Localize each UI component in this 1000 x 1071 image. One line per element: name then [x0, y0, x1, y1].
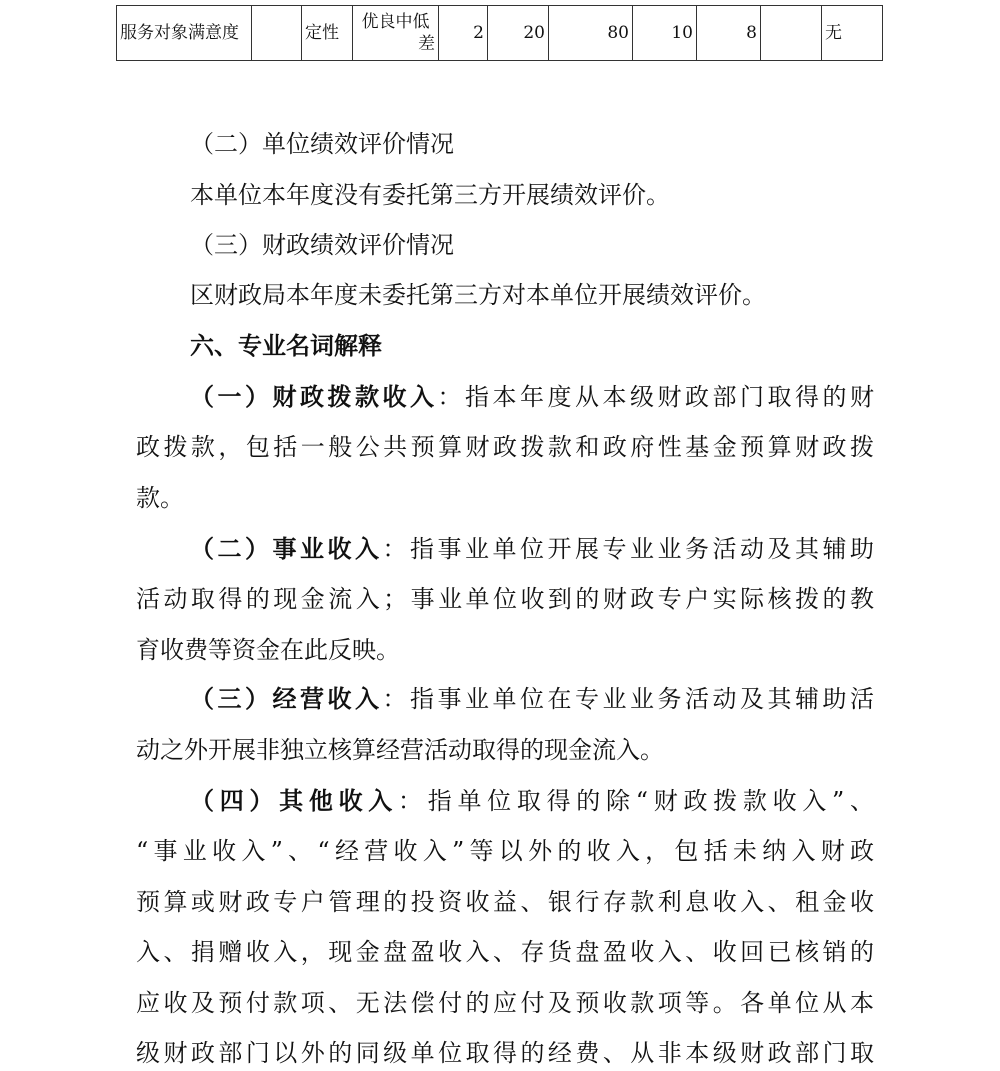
indicator-cell: 服务对象满意度 — [117, 6, 252, 61]
note-cell: 无 — [822, 6, 883, 61]
type-cell: 定性 — [302, 6, 353, 61]
term-4-colon: ： — [398, 787, 428, 815]
value-cell-4: 10 — [633, 6, 697, 61]
section-3-heading: （三）财政绩效评价情况 — [190, 231, 454, 259]
term-2-line-3: 育收费等资金在此反映。 — [136, 636, 400, 664]
term-1-colon: ： — [437, 383, 465, 411]
table-row — [117, 6, 883, 61]
blank-cell — [252, 6, 302, 61]
grade-line-2: 差 — [418, 34, 435, 54]
term-4-line-3: 预算或财政专户管理的投资收益、银行存款利息收入、租金收 — [136, 888, 874, 916]
term-2-title: （二）事业收入 — [190, 534, 383, 563]
term-2-colon: ： — [382, 535, 410, 563]
term-2-line-2: 活动取得的现金流入；事业单位收到的财政专户实际核拨的教 — [136, 585, 874, 613]
section-2-heading: （二）单位绩效评价情况 — [190, 130, 454, 158]
term-1-definition: 指本年度从本级财政部门取得的财 — [465, 383, 874, 411]
term-4-line-6: 级财政部门以外的同级单位取得的经费、从非本级财政部门取 — [136, 1039, 874, 1067]
value-cell-3: 80 — [549, 6, 633, 61]
term-4-line-2: “事业收入”、“经营收入”等以外的收入，包括未纳入财政 — [136, 837, 874, 865]
performance-table — [116, 5, 883, 61]
term-1-title: （一）财政拨款收入 — [190, 382, 438, 411]
term-3-title: （三）经营收入 — [190, 684, 383, 713]
grade-line-1: 优良中低 — [361, 12, 430, 32]
value-cell-2: 20 — [488, 6, 549, 61]
grade-cell — [353, 6, 439, 61]
term-3-line-1 — [190, 681, 874, 717]
term-1-line-3: 款。 — [136, 484, 184, 512]
section-2-text: 本单位本年度没有委托第三方开展绩效评价。 — [190, 181, 670, 209]
term-4-line-4: 入、捐赠收入，现金盘盈收入、存货盘盈收入、收回已核销的 — [136, 938, 874, 966]
term-4-line-1 — [190, 783, 874, 819]
term-4-title: （四）其他收入 — [190, 786, 399, 815]
value-cell-1: 2 — [439, 6, 488, 61]
term-2-line-1 — [190, 531, 874, 567]
term-3-colon: ： — [382, 685, 410, 713]
section-6-heading: 六、专业名词解释 — [190, 331, 382, 360]
term-3-line-2: 动之外开展非独立核算经营活动取得的现金流入。 — [136, 736, 664, 764]
blank-cell-2 — [761, 6, 822, 61]
section-3-text: 区财政局本年度未委托第三方对本单位开展绩效评价。 — [190, 281, 766, 309]
term-1-line-1 — [190, 379, 874, 415]
term-3-definition: 指事业单位在专业业务活动及其辅助活 — [410, 685, 874, 713]
term-1-line-2: 政拨款，包括一般公共预算财政拨款和政府性基金预算财政拨 — [136, 433, 874, 461]
value-cell-5: 8 — [697, 6, 761, 61]
term-4-definition: 指单位取得的除“财政拨款收入”、 — [427, 787, 875, 815]
term-2-definition: 指事业单位开展专业业务活动及其辅助 — [410, 535, 874, 563]
term-4-line-5: 应收及预付款项、无法偿付的应付及预收款项等。各单位从本 — [136, 989, 874, 1017]
